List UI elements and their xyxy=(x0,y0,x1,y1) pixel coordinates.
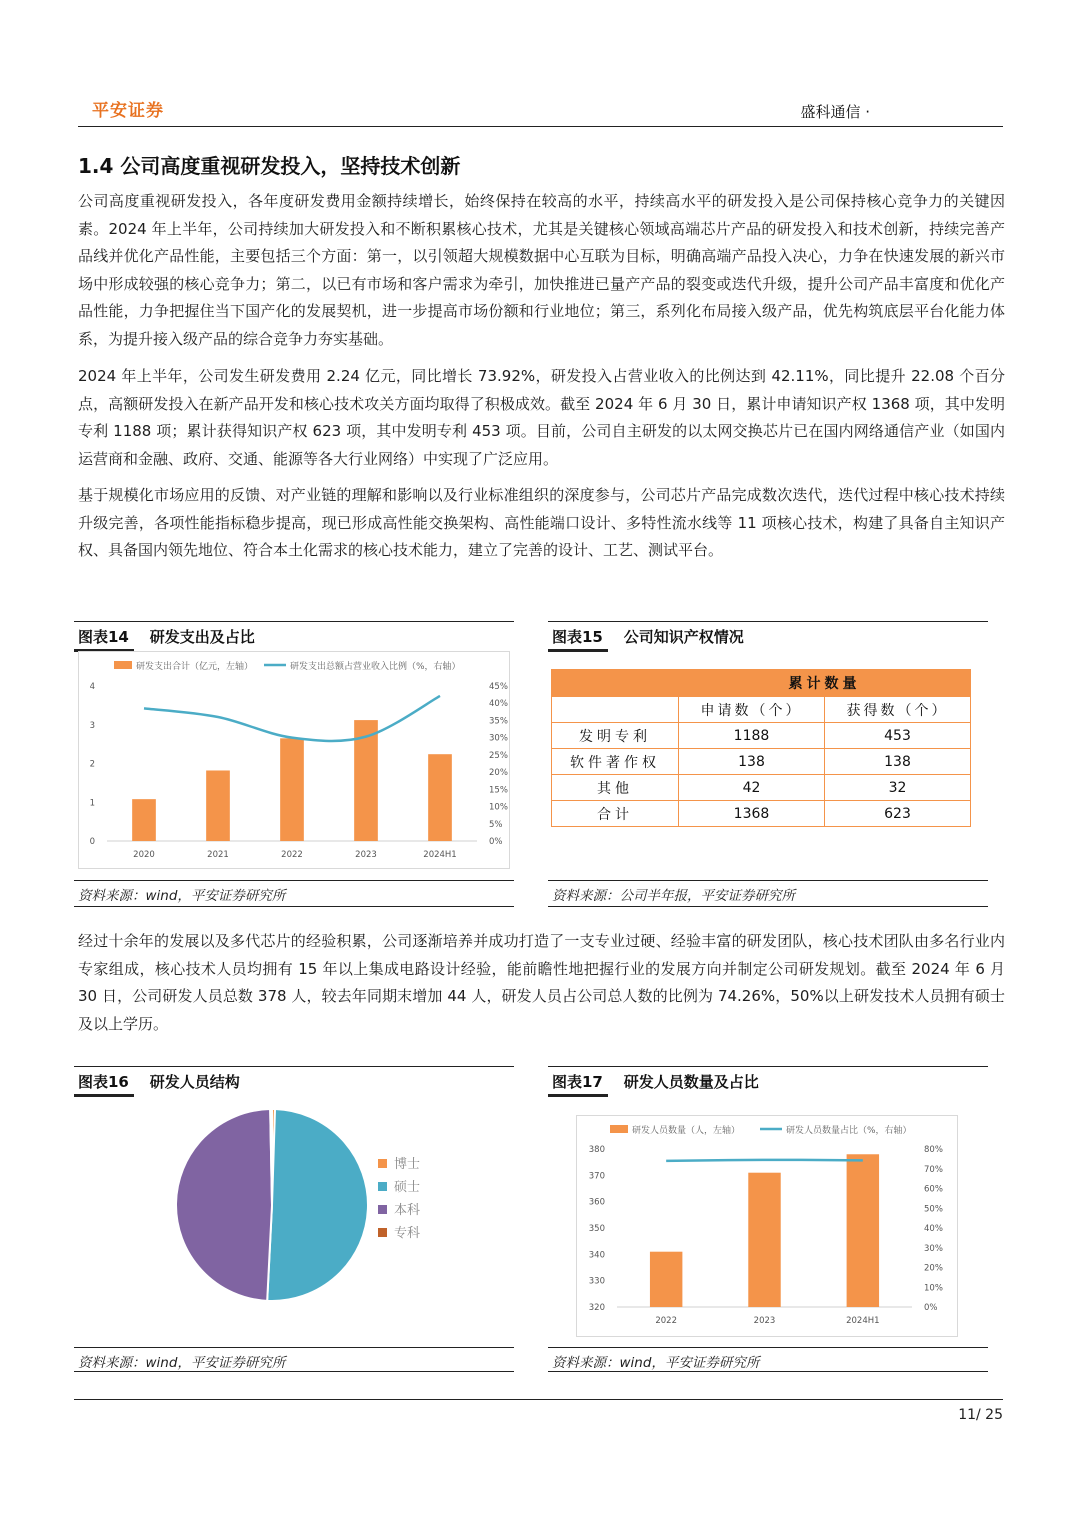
y-left-tick-label: 340 xyxy=(588,1250,605,1261)
y-right-tick-label: 30% xyxy=(489,733,508,744)
ip-cell: 453 xyxy=(825,723,971,749)
y-right-tick-label: 80% xyxy=(924,1145,943,1155)
figure-title xyxy=(74,622,514,649)
figure-16-footer xyxy=(74,1347,514,1371)
ip-row-label: 其他 xyxy=(552,775,679,801)
figure-caption: 研发支出及占比 xyxy=(149,628,255,646)
figure-16-end-rule xyxy=(74,1371,514,1372)
bar-2020 xyxy=(132,799,156,841)
bar-2023 xyxy=(748,1173,780,1307)
legend-label: 博士 xyxy=(394,1157,421,1172)
bar-2024H1 xyxy=(428,754,452,841)
y-left-tick-label: 350 xyxy=(588,1224,605,1234)
ip-blank-cell xyxy=(552,697,679,723)
y-right-tick-label: 0% xyxy=(489,837,503,847)
bar-2024H1 xyxy=(847,1154,879,1307)
x-tick-label: 2024H1 xyxy=(423,850,457,860)
x-tick-label: 2020 xyxy=(133,850,155,860)
ip-row-label: 合计 xyxy=(552,801,679,827)
figure-label: 图表16 xyxy=(78,1073,129,1091)
figure-source: 资料来源：wind，平安证券研究所 xyxy=(78,1355,286,1371)
y-left-tick-label: 380 xyxy=(588,1145,605,1155)
y-left-tick-label: 360 xyxy=(588,1197,605,1208)
figure-17-footer xyxy=(548,1347,988,1371)
paragraph-1: 公司高度重视研发投入，各年度研发费用金额持续增长，始终保持在较高的水平，持续高水平的研发投入是公司保持核心竞争力的关键因素。2024 年上半年，公司持续加大研发投入和不断积累核心技术，尤其是关键核心领域高端芯片产品的研发投入和技术创新，持续完善产品线并优化产品性能，主要包括三个方面：第一，以引领超大规模数据中心互联为目标，明确高端产品投入决心，力争在快速发展的新兴市场中形成较强的核心竞争力；第二，以已有市场和客户需求为牵引，加快推进已量产产品的裂变或迭代升级，提升公司产品丰富度和优化产品性能，力争把握住当下国产化的发展契机，进一步提高市场份额和行业地位；第三，系列化布局接入级产品，优先构筑底层平台化能力体系，为提升接入级产品的综合竞争力夯实基础。 xyxy=(78,192,1005,348)
legend-swatch xyxy=(378,1205,387,1214)
bar-2022 xyxy=(650,1252,682,1307)
y-right-tick-label: 5% xyxy=(489,819,503,830)
figure-underbar xyxy=(548,649,608,652)
y-left-tick-label: 320 xyxy=(588,1303,605,1313)
figure-title xyxy=(548,622,988,649)
legend-swatch xyxy=(378,1228,387,1237)
y-left-tick-label: 4 xyxy=(89,682,95,692)
table-row xyxy=(552,801,971,827)
x-tick-label: 2021 xyxy=(207,850,229,860)
figure-14-end-rule xyxy=(74,906,514,907)
chart-frame-fig17 xyxy=(576,1115,958,1337)
legend-swatch-bar xyxy=(114,661,132,669)
ip-cell: 623 xyxy=(825,801,971,827)
figure-17-end-rule xyxy=(548,1371,988,1372)
y-right-tick-label: 0% xyxy=(924,1303,938,1313)
figure-15 xyxy=(548,621,988,652)
ip-table-corner xyxy=(552,670,679,697)
series-line-ratio xyxy=(666,1160,863,1161)
company-name: 盛科通信 · xyxy=(800,103,870,121)
y-right-tick-label: 35% xyxy=(489,716,508,727)
ip-col-header: 申请数（个） xyxy=(679,697,825,723)
rd-expense-chart xyxy=(79,652,509,868)
figure-17 xyxy=(548,1066,988,1097)
x-tick-label: 2022 xyxy=(655,1316,677,1326)
legend-label: 本科 xyxy=(394,1203,421,1218)
paragraph-4: 经过十余年的发展以及多代芯片的经验积累，公司逐渐培养并成功打造了一支专业过硬、经验丰富的研发团队，核心技术团队由多名行业内专家组成，核心技术人员均拥有 15 年以上集成电路设计经验，能前瞻性地把握行业的发展方向并制定公司研发规划。截至 2024 年 6 月 30 日，公司研发人员总数 378 人，较去年同期末增加 44 人，研发人员占公司总人数的比例为 74.26%，50%以上研发技术人员拥有硕士及以上学历。 xyxy=(78,932,1005,1033)
legend-swatch-bar xyxy=(610,1125,628,1133)
chart-frame-fig14 xyxy=(78,651,510,869)
figure-label: 图表14 xyxy=(78,628,129,646)
series-line-ratio xyxy=(144,696,440,741)
legend-swatch xyxy=(378,1182,387,1191)
page-number: 11/ 25 xyxy=(958,1407,1003,1423)
bar-2022 xyxy=(280,738,304,841)
figure-16 xyxy=(74,1066,514,1097)
figure-title xyxy=(74,1067,514,1094)
figure-14-footer xyxy=(74,880,514,904)
y-left-tick-label: 330 xyxy=(588,1276,605,1287)
legend-label-line: 研发支出总额占营业收入比例（%，右轴） xyxy=(290,662,461,672)
figure-source: 资料来源：公司半年报，平安证券研究所 xyxy=(552,888,795,904)
y-left-tick-label: 2 xyxy=(89,759,95,770)
rd-staff-count-chart xyxy=(577,1116,957,1336)
y-left-tick-label: 370 xyxy=(588,1171,605,1182)
y-right-tick-label: 30% xyxy=(924,1243,943,1254)
ip-cell: 138 xyxy=(825,749,971,775)
table-row xyxy=(552,749,971,775)
pie-slice-硕士 xyxy=(267,1109,368,1301)
y-right-tick-label: 25% xyxy=(489,750,508,761)
x-tick-label: 2023 xyxy=(753,1316,776,1326)
ip-cell: 42 xyxy=(679,775,825,801)
figure-source: 资料来源：wind，平安证券研究所 xyxy=(552,1355,760,1371)
ip-cell: 138 xyxy=(679,749,825,775)
figure-underbar xyxy=(548,1094,608,1097)
y-right-tick-label: 15% xyxy=(489,785,508,796)
ip-col-header: 获得数（个） xyxy=(825,697,971,723)
legend-label-bar: 研发人员数量（人，左轴） xyxy=(632,1126,741,1136)
ip-cell: 1368 xyxy=(679,801,825,827)
paragraph-2: 2024 年上半年，公司发生研发费用 2.24 亿元，同比增长 73.92%，研发投入占营业收入的比例达到 42.11%，同比提升 22.08 个百分点，高额研发投入在新产品开发和核心技术攻关方面均取得了积极成效。截至 2024 年 6 月 30 日，累计申请知识产权 1368 项，其中发明专利 1188 项；累计获得知识产权 623 项，其中发明专利 453 项。目前，公司自主研发的以太网交换芯片已在国内网络通信产业（如国内运营商和金融、政府、交通、能源等各大行业网络）中实现了广泛应用。 xyxy=(78,367,1005,468)
figure-15-end-rule xyxy=(548,906,988,907)
brand-logo: 平安证券 xyxy=(92,101,164,121)
table-row xyxy=(552,775,971,801)
pie-slice-本科 xyxy=(176,1109,272,1301)
y-right-tick-label: 60% xyxy=(924,1184,943,1195)
figure-source: 资料来源：wind，平安证券研究所 xyxy=(78,888,286,904)
figure-title xyxy=(548,1067,988,1094)
rd-staff-structure-chart xyxy=(120,1096,480,1346)
figure-caption: 公司知识产权情况 xyxy=(623,628,744,646)
x-tick-label: 2022 xyxy=(281,850,303,860)
y-left-tick-label: 0 xyxy=(89,837,95,847)
legend-label: 专科 xyxy=(394,1226,421,1241)
legend-label-line: 研发人员数量占比（%，右轴） xyxy=(786,1126,912,1136)
ip-table-wrap xyxy=(551,669,971,827)
figure-label: 图表17 xyxy=(552,1073,603,1091)
y-right-tick-label: 40% xyxy=(924,1224,943,1234)
table-row xyxy=(552,723,971,749)
figure-caption: 研发人员结构 xyxy=(149,1073,240,1091)
y-right-tick-label: 40% xyxy=(489,699,508,710)
figure-14 xyxy=(74,621,514,652)
section-title: 1.4 公司高度重视研发投入，坚持技术创新 xyxy=(78,154,461,178)
legend-swatch xyxy=(378,1159,387,1168)
legend-label-bar: 研发支出合计（亿元，左轴） xyxy=(136,662,254,672)
y-right-tick-label: 20% xyxy=(924,1263,943,1274)
ip-cell: 32 xyxy=(825,775,971,801)
y-left-tick-label: 1 xyxy=(89,798,95,809)
y-right-tick-label: 20% xyxy=(489,768,508,779)
bar-2021 xyxy=(206,770,230,841)
ip-row-label: 发明专利 xyxy=(552,723,679,749)
ip-table xyxy=(551,669,971,827)
x-tick-label: 2023 xyxy=(355,850,377,860)
pie-chart-wrap xyxy=(120,1096,480,1346)
figure-label: 图表15 xyxy=(552,628,603,646)
paragraph-3: 基于规模化市场应用的反馈、对产业链的理解和影响以及行业标准组织的深度参与，公司芯片产品完成数次迭代，迭代过程中核心技术持续升级完善，各项性能指标稳步提高，现已形成高性能交换架构、高性能端口设计、多特性流水线等 11 项核心技术，构建了具备自主知识产权、具备国内领先地位、符合本土化需求的核心技术能力，建立了完善的设计、工艺、测试平台。 xyxy=(78,486,1005,559)
ip-row-label: 软件著作权 xyxy=(552,749,679,775)
figure-caption: 研发人员数量及占比 xyxy=(623,1073,759,1091)
y-right-tick-label: 50% xyxy=(924,1204,943,1215)
header-divider xyxy=(78,126,1003,127)
y-right-tick-label: 45% xyxy=(489,682,508,692)
legend-label: 硕士 xyxy=(394,1180,421,1195)
y-right-tick-label: 10% xyxy=(924,1283,943,1294)
figure-15-footer xyxy=(548,880,988,904)
footer-divider xyxy=(74,1399,1003,1400)
ip-cell: 1188 xyxy=(679,723,825,749)
ip-group-header: 累计数量 xyxy=(679,670,971,697)
y-left-tick-label: 3 xyxy=(89,720,95,731)
y-right-tick-label: 10% xyxy=(489,802,508,813)
x-tick-label: 2024H1 xyxy=(846,1316,880,1326)
y-right-tick-label: 70% xyxy=(924,1164,943,1175)
